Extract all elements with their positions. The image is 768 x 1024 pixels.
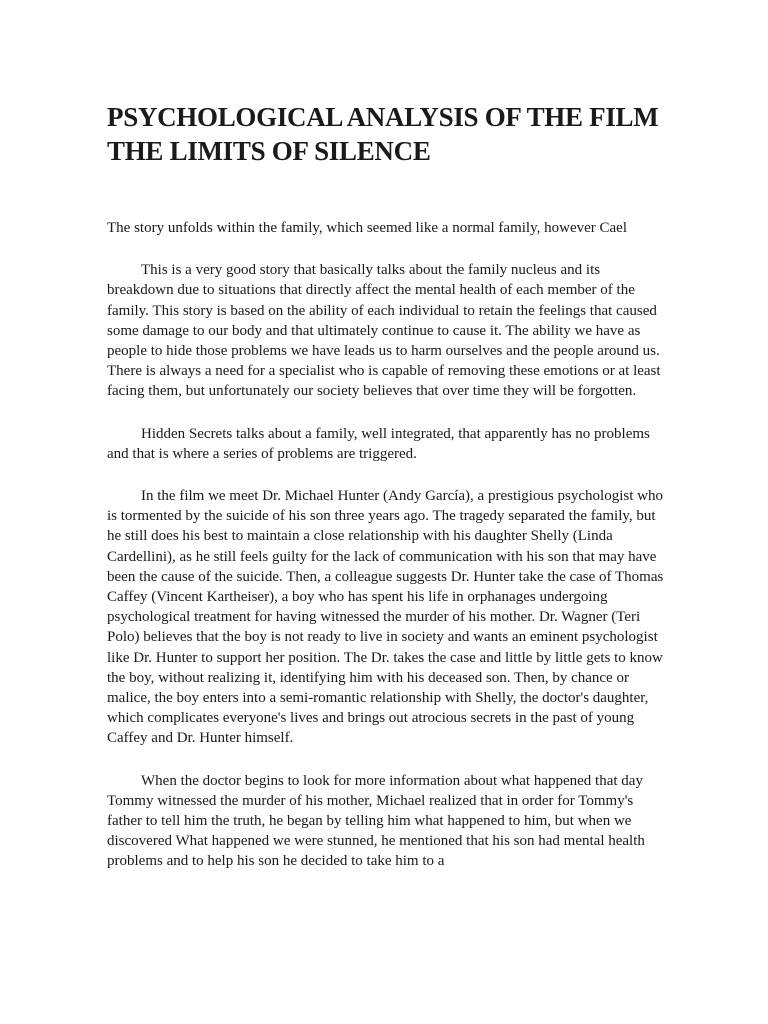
paragraph-plot: In the film we meet Dr. Michael Hunter (Andy García), a prestigious psychologist who is tormented by the suicide of his son three years ago. The tragedy separated the family, but he still does his best to maintain a close relationship with his daughter Shelly (Linda Cardellini), as he still feels guilty for the lack of communication with his son that may have been the cause of the suicide. Then, a colleague suggests Dr. Hunter take the case of Thomas Caffey (Vincent Kartheiser), a boy who has spent his life in orphanages undergoing psychological treatment for having witnessed the murder of his mother. Dr. Wagner (Teri Polo) believes that the boy is not ready to live in society and wants an eminent psychologist like Dr. Hunter to support her position. The Dr. takes the case and little by little gets to know the boy, without realizing it, identifying him with his deceased son. Then, by chance or malice, the boy enters into a semi-romantic relationship with Shelly, the doctor's daughter, which complicates everyone's lives and brings out atrocious secrets in the past of young Caffey and Dr. Hunter himself. <box>107 488 664 747</box>
document-title: PSYCHOLOGICAL ANALYSIS OF THE FILM THE LIMITS OF SILENCE <box>107 102 659 166</box>
paragraph-overview: This is a very good story that basically talks about the family nucleus and its breakdown due to situations that directly affect the mental health of each member of the family. This story is based on the ability of each individual to retain the feelings that caused some damage to our body and that ultimately continue to cause it. The ability we have as people to hide those problems we have leads us to harm ourselves and the people around us. There is always a need for a specialist who is capable of removing these emotions or at least facing them, but unfortunately our society believes that over time they will be forgotten. <box>107 262 661 400</box>
paragraph-investigation: When the doctor begins to look for more information about what happened that day Tommy witnessed the murder of his mother, Michael realized that in order for Tommy's father to tell him the truth, he began by telling him what happened to him, but when we discovered What happened we were stunned, he mentioned that his son had mental health problems and to help his son he decided to take him to a <box>107 772 645 870</box>
paragraph-intro: The story unfolds within the family, which seemed like a normal family, however Cael <box>107 220 627 236</box>
document-body <box>107 218 667 872</box>
paragraph-hidden-secrets: Hidden Secrets talks about a family, well integrated, that apparently has no problems and that is where a series of problems are triggered. <box>107 425 650 462</box>
document-page <box>107 100 667 894</box>
